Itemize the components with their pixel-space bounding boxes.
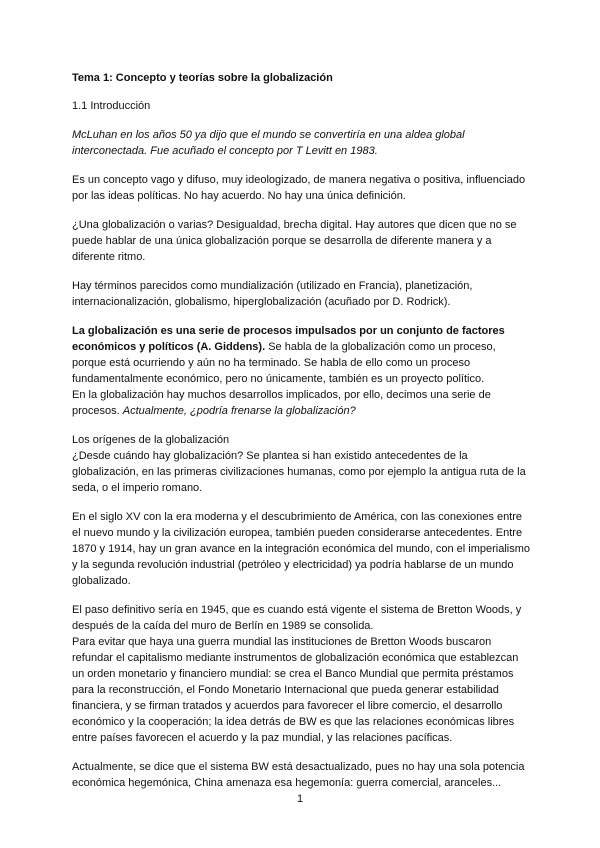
paragraph-giddens [72,323,532,387]
page-number: 1 [296,793,304,805]
paragraph-origins: ¿Desde cuándo hay globalización? Se plantea si han existido antecedentes de la globalización, en las primeras civilizaciones humanas, como por ejemplo la antigua ruta de la seda, o el imperio romano. [72,450,526,494]
giddens-explanation: Se habla de la globalización como un proceso, porque está ocurriendo y aún no ha terminado. Se habla de ello como un proceso fundamentalmente económico, pero no únicamente, también es un proyecto político. [72,341,496,385]
giddens-definition: La globalización es una serie de procesos impulsados por un conjunto de factores económicos y políticos (A. Giddens). [72,325,505,353]
paragraph-bretton-woods: El paso definitivo sería en 1945, que es cuando está vigente el sistema de Bretton Woods, y después de la caída del muro de Berlín en 1989 se consolida. [72,604,522,632]
processes-text: En la globalización hay muchos desarrollos implicados, por ello, decimos una serie de procesos. [72,389,491,417]
origins-heading: Los orígenes de la globalización [72,434,230,446]
paragraph-modern-era: En el siglo XV con la era moderna y el descubrimiento de América, con las conexiones entre el nuevo mundo y la civilización europea, también pueden considerarse antecedentes. Entre 1870 y 1914, hay un gran avance en la integración económica del mundo, con el imperialismo y la segunda revolución industrial (petróleo y electricidad) ya podría hablarse de un mundo globalizado. [72,511,531,587]
processes-question: Actualmente, ¿podría frenarse la globalización? [122,405,356,417]
document-title: Tema 1: Concepto y teorías sobre la globalización [72,72,333,84]
paragraph-bw-current: Actualmente, se dice que el sistema BW está desactualizado, pues no hay una sola potencia económica hegemónica, China amenaza esa hegemonía: guerra comercial, aranceles... [72,761,525,789]
paragraph-processes [72,387,532,419]
paragraph-one-or-many: ¿Una globalización o varias? Desigualdad, brecha digital. Hay autores que dicen que no se puede hablar de una única globalización porque se desarrolla de diferente manera y a diferente ritmo. [72,219,517,263]
section-heading: 1.1 Introducción [72,100,151,112]
document-body [72,70,532,791]
paragraph-similar-terms: Hay términos parecidos como mundialización (utilizado en Francia), planetización, internacionalización, globalismo, hiperglobalización (acuñado por D. Rodrick). [72,280,473,308]
quote-paragraph: McLuhan en los años 50 ya dijo que el mundo se convertiría en una aldea global interconectada. Fue acuñado el concepto por T Levitt en 1983. [72,129,465,157]
paragraph-definition: Es un concepto vago y difuso, muy ideologizado, de manera negativa o positiva, influenciado por las ideas políticas. No hay acuerdo. No hay una única definición. [72,174,526,202]
paragraph-bw-institutions: Para evitar que haya una guerra mundial las instituciones de Bretton Woods buscaron refundar el capitalismo mediante instrumentos de globalización económica que establezcan un orden monetario y financiero mundial: se crea el Banco Mundial que permita préstamos para la reconstrucción, el Fondo Monetario Internacional que pueda generar estabilidad financiera, y se firman tratados y acuerdos para favorecer el libre comercio, el desarrollo económico y la cooperación; la idea detrás de BW es que las relaciones económicas libres entre países favorecen el acuerdo y la paz mundial, y las relaciones pacíficas. [72,636,519,744]
